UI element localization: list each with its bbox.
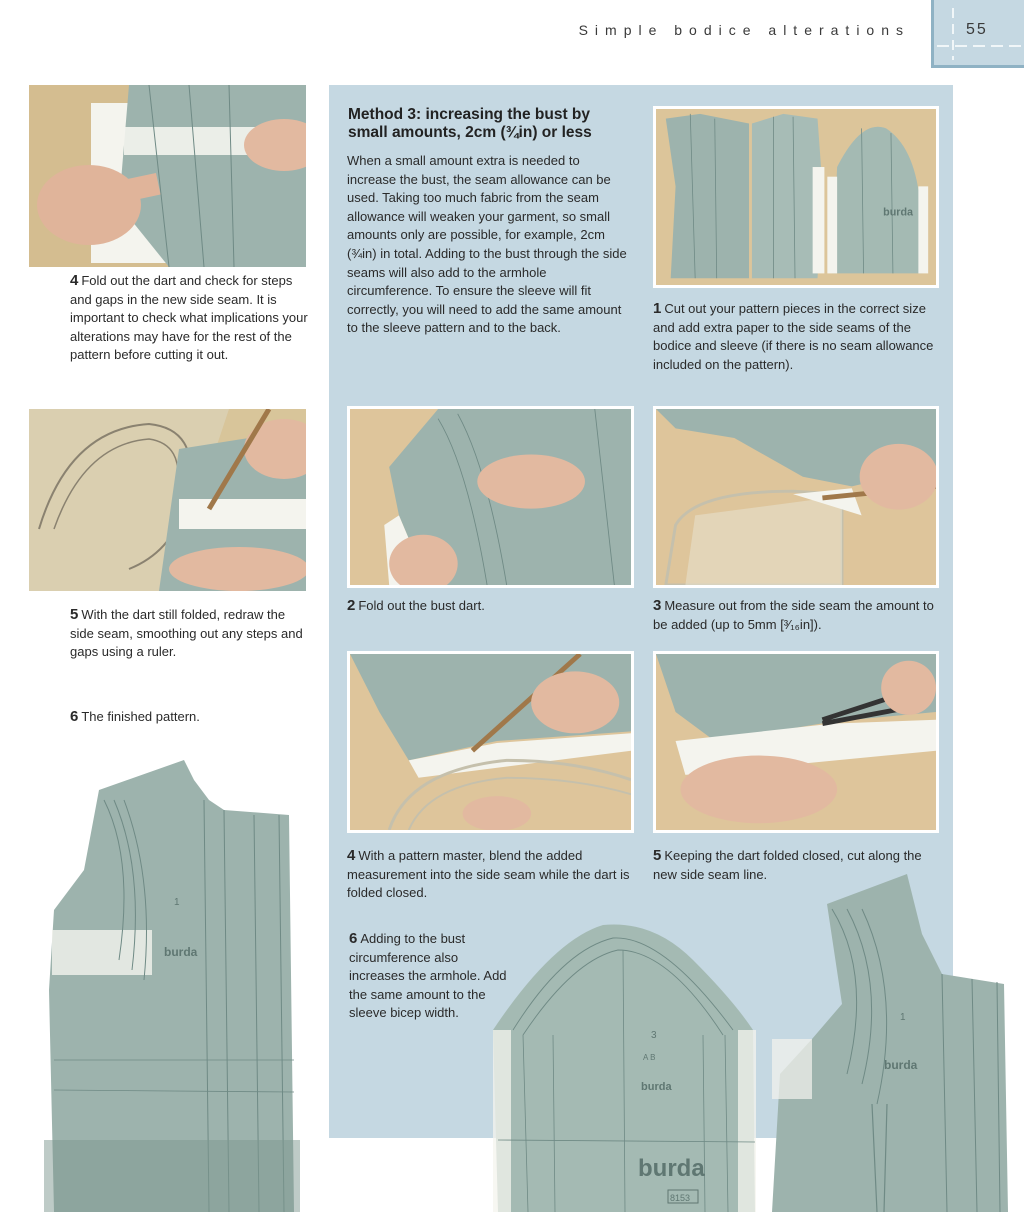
photo-step-4: [347, 651, 634, 833]
method-body: When a small amount extra is needed to increase the bust, the seam allowance can be used. Taking too much fabric from the seam allowance will weaken your garment, so small amounts only are possible, for example, 2cm (¾in) in total. Adding to the bust through the side seams will also add to the armhole circumference. To ensure the sleeve will fit correctly, you will need to add the same amount to the sleeve pattern and to the back.: [347, 153, 627, 336]
photo-left-step-5: [29, 409, 306, 591]
altered-brand-logo: burda: [884, 1058, 918, 1072]
caption-step-5: 5 Keeping the dart folded closed, cut along the new side seam line.: [653, 847, 922, 882]
caption-step-2: 2 Fold out the bust dart.: [347, 597, 485, 614]
sleeve-size-label: A B: [643, 1053, 656, 1062]
photo-step-5: [653, 651, 939, 833]
sleeve-piece-number: 3: [651, 1030, 657, 1041]
photo-left-step-4: [29, 85, 306, 267]
sleeve-brand-small: burda: [641, 1081, 672, 1093]
altered-piece-number: 1: [900, 1012, 906, 1023]
finished-piece-number: 1: [174, 897, 180, 908]
caption-step-6: 6 Adding to the bust circumference also increases the armhole. Add the same amount to the sleeve bicep width.: [349, 930, 507, 1020]
method-heading: Method 3: increasing the bust by small amounts, 2cm (¾in) or less: [348, 106, 592, 141]
sleeve-pattern: [493, 920, 761, 1212]
step-1-brand-logo: burda: [883, 206, 914, 219]
caption-left-step-6: 6 The finished pattern.: [70, 708, 200, 725]
caption-step-1: 1 Cut out your pattern pieces in the correct size and add extra paper to the side seams of the bodice and sleeve (if there is no seam allowance included on the pattern).: [653, 300, 934, 372]
photo-step-2: [347, 406, 634, 588]
finished-brand-logo: burda: [164, 945, 198, 959]
photo-step-3: [653, 406, 939, 588]
caption-left-step-5: 5 With the dart still folded, redraw the side seam, smoothing out any steps and gaps using a ruler.: [70, 606, 303, 659]
photo-step-1: [653, 106, 939, 288]
sleeve-brand-large: burda: [638, 1155, 705, 1182]
altered-bodice-pattern: [772, 874, 1024, 1212]
finished-bodice-pattern: [44, 760, 300, 1212]
caption-step-3: 3 Measure out from the side seam the amount to be added (up to 5mm [³⁄₁₆in]).: [653, 597, 934, 632]
sleeve-pattern-code: 8153: [670, 1193, 691, 1203]
caption-left-step-4: 4 Fold out the dart and check for steps and gaps in the new side seam. It is important to check what implications your alterations may have for the rest of the pattern before cutting it out.: [70, 272, 308, 362]
running-header: Simple bodice alterations: [578, 22, 910, 38]
page-number: 55: [966, 21, 988, 38]
caption-step-4: 4 With a pattern master, blend the added measurement into the side seam while the dart is folded closed.: [347, 847, 630, 900]
